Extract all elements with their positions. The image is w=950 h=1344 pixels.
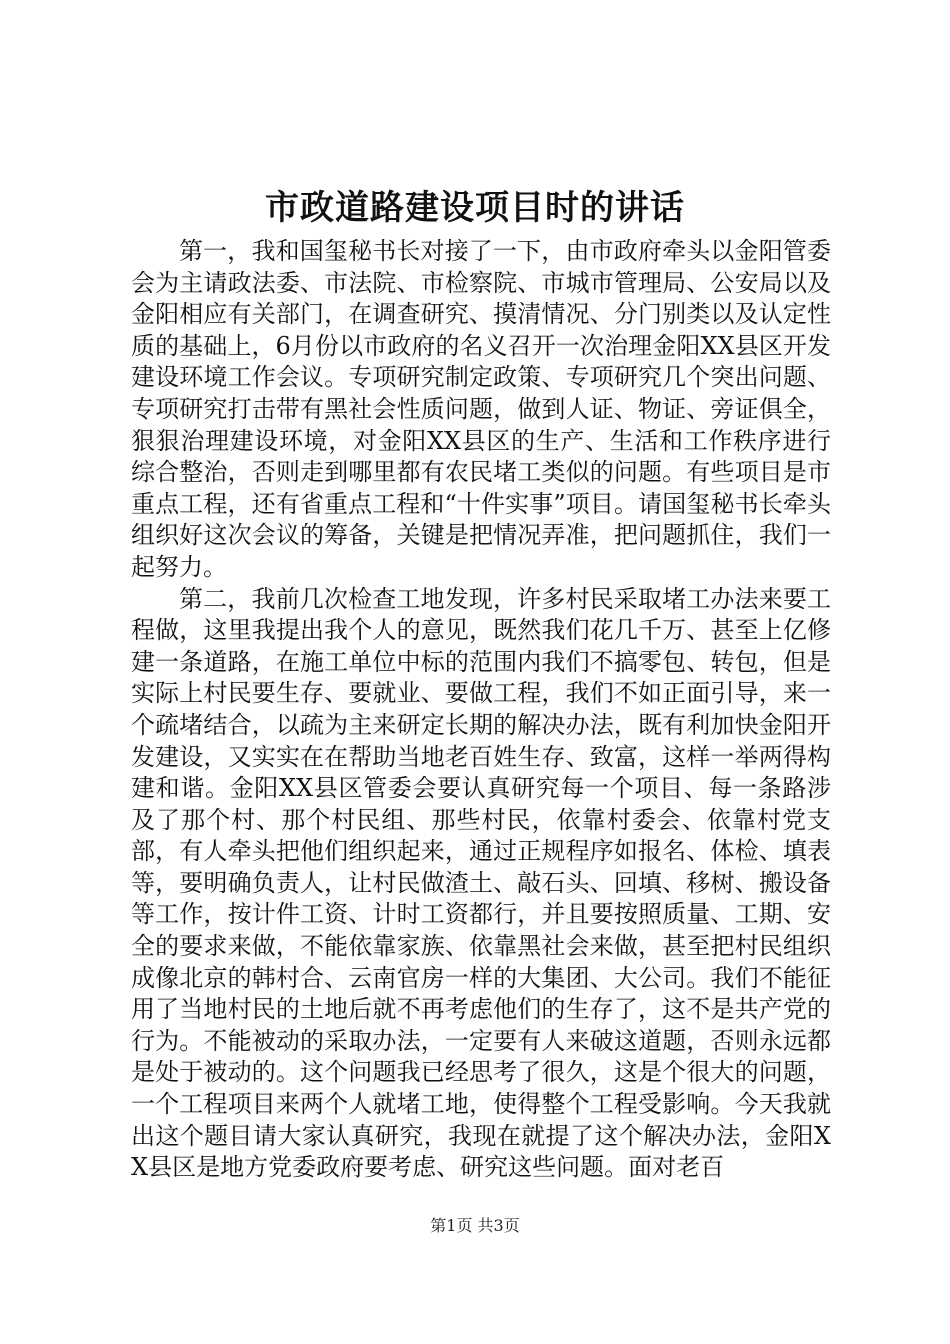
- page-footer: 第1页 共3页: [430, 1216, 520, 1235]
- document-body: [131, 236, 831, 1184]
- paragraph-1: 第一，我和国玺秘书长对接了一下，由市政府牵头以金阳管委会为主请政法委、市法院、市检察院、市城市管理局、公安局以及金阳相应有关部门，在调查研究、摸清情况、分门别类以及认定性质的基础上，6月份以市政府的名义召开一次治理金阳XX县区开发建设环境工作会议。专项研究制定政策、专项研究几个突出问题、专项研究打击带有黑社会性质问题，做到人证、物证、旁证俱全，狠狠治理建设环境，对金阳XX县区的生产、生活和工作秩序进行综合整治，否则走到哪里都有农民堵工类似的问题。有些项目是市重点工程，还有省重点工程和“十件实事”项目。请国玺秘书长牵头组织好这次会议的筹备，关键是把情况弄准，把问题抓住，我们一起努力。: [131, 237, 831, 581]
- document-title: 市政道路建设项目时的讲话: [265, 188, 685, 228]
- paragraph-2: 第二，我前几次检查工地发现，许多村民采取堵工办法来要工程做，这里我提出我个人的意见，既然我们花几千万、甚至上亿修建一条道路，在施工单位中标的范围内我们不搞零包、转包，但是实际上村民要生存、要就业、要做工程，我们不如正面引导，来一个疏堵结合，以疏为主来研定长期的解决办法，既有利加快金阳开发建设，又实实在在帮助当地老百姓生存、致富，这样一举两得构建和谐。金阳XX县区管委会要认真研究每一个项目、每一条路涉及了那个村、那个村民组、那些村民，依靠村委会、依靠村党支部，有人牵头把他们组织起来，通过正规程序如报名、体检、填表等，要明确负责人，让村民做渣土、敲石头、回填、移树、搬设备等工作，按计件工资、计时工资都行，并且要按照质量、工期、安全的要求来做，不能依靠家族、依靠黑社会来做，甚至把村民组织成像北京的韩村合、云南官房一样的大集团、大公司。我们不能征用了当地村民的土地后就不再考虑他们的生存了，这不是共产党的行为。不能被动的采取办法，一定要有人来破这道题，否则永远都是处于被动的。这个问题我已经思考了很久，这是个很大的问题，一个工程项目来两个人就堵工地，使得整个工程受影响。今天我就出这个题目请大家认真研究，我现在就提了这个解决办法，金阳XX县区是地方党委政府要考虑、研究这些问题。面对老百: [131, 584, 831, 1182]
